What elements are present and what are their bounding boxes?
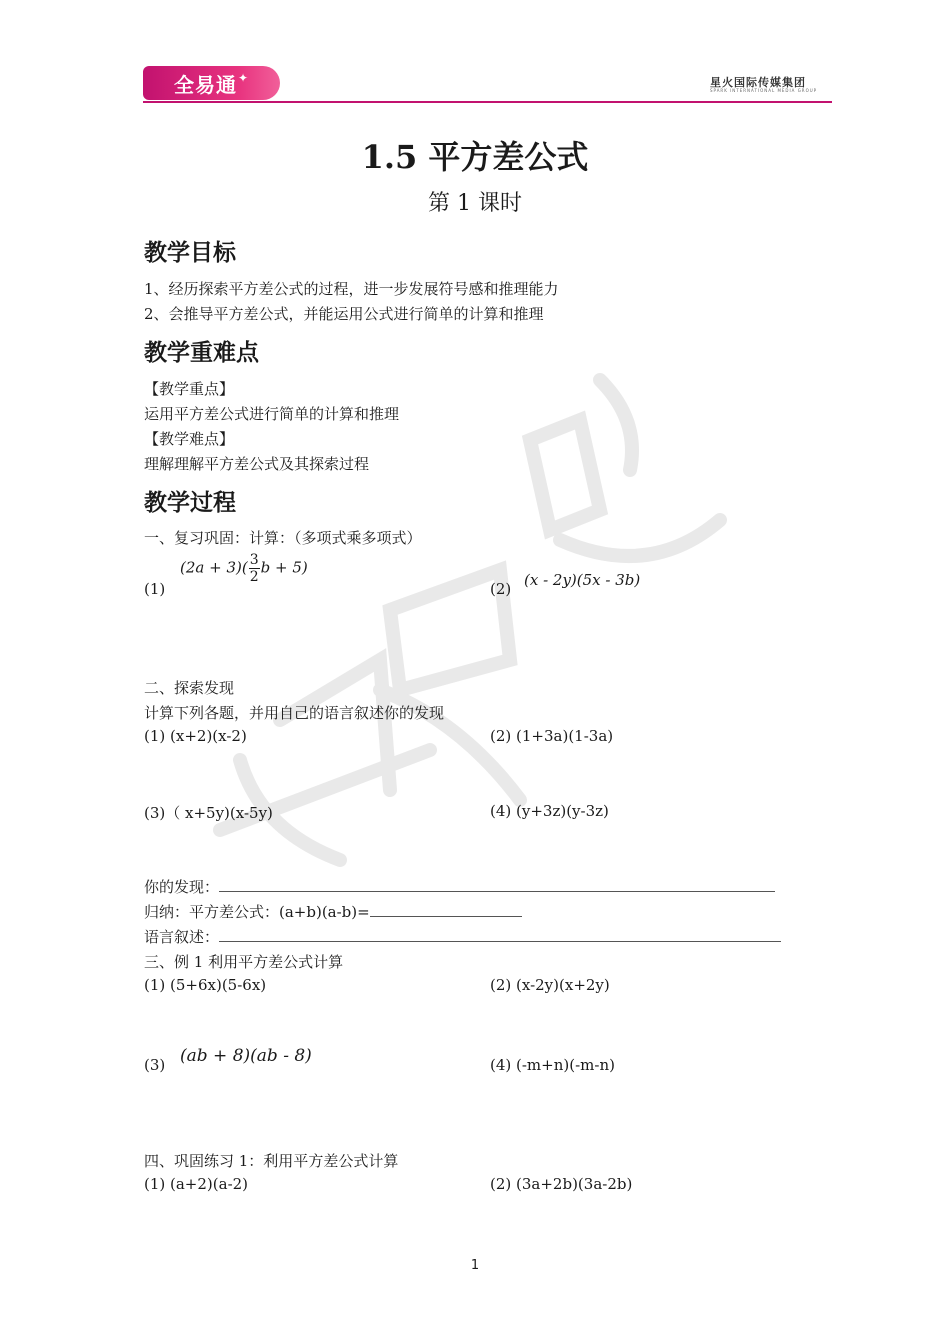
fraction-denominator: 2 [249,569,259,585]
goal-item: 2、会推导平方差公式，并能运用公式进行简单的计算和推理 [144,305,544,323]
publisher-subtitle: SPARK INTERNATIONAL MEDIA GROUP [710,88,818,93]
explore-item: (1) (x+2)(x-2) [144,727,247,745]
verbal-blank[interactable] [219,927,781,942]
practice-item: (2) (3a+2b)(3a-2b) [490,1175,633,1193]
goals-heading: 教学目标 [144,239,236,266]
formula-blank[interactable] [370,902,522,917]
example-title: 三、例 1 利用平方差公式计算 [144,953,344,971]
review-item-1-label: (1) [144,580,166,598]
page-subtitle: 第 1 课时 [428,191,522,216]
discovery-row [144,876,775,897]
expr-part: b + 5) [260,558,308,577]
review-title: 一、复习巩固：计算：（多项式乘多项式） [144,529,422,547]
focus-label: 【教学重点】 [144,380,235,398]
process-heading: 教学过程 [144,489,236,516]
example-item-3-expr: (ab + 8)(ab - 8) [180,1046,312,1066]
explore-item: (3)（ x+5y)(x-5y) [144,804,273,822]
explore-item: (2) (1+3a)(1-3a) [490,727,614,745]
brand-logo [143,66,280,100]
summary-row [144,901,522,922]
page-number: 1 [470,1258,480,1273]
watermark-logo [200,360,760,920]
header-divider [143,101,832,103]
fraction-numerator: 3 [249,552,259,568]
review-item-1-expr [180,552,308,585]
explore-title: 二、探索发现 [144,679,235,697]
fraction [249,552,260,585]
verbal-label: 语言叙述： [144,928,220,946]
goal-item: 1、经历探索平方差公式的过程，进一步发展符号感和推理能力 [144,280,559,298]
publisher-name: 星火国际传媒集团 [710,76,806,89]
example-item: (1) (5+6x)(5-6x) [144,976,267,994]
difficulty-label: 【教学难点】 [144,430,235,448]
example-item: (4) (-m+n)(-m-n) [490,1056,615,1074]
example-item: (2) (x-2y)(x+2y) [490,976,610,994]
logo-text: 全易通 [173,72,237,97]
expr-part: (2a + 3)( [180,558,248,577]
explore-item: (4) (y+3z)(y-3z) [490,802,609,820]
summary-label: 归纳：平方差公式：(a+b)(a-b)= [144,903,370,921]
page-title: 1.5 平方差公式 [361,138,589,176]
discovery-blank[interactable] [219,877,775,892]
sparkle-icon: ✦ [237,71,250,85]
explore-intro: 计算下列各题，并用自己的语言叙述你的发现 [144,704,445,722]
practice-title: 四、巩固练习 1：利用平方差公式计算 [144,1152,399,1170]
example-item-3-label: (3) [144,1056,166,1074]
verbal-row [144,926,781,947]
keypoints-heading: 教学重难点 [144,339,259,366]
difficulty-text: 理解理解平方差公式及其探索过程 [144,455,370,473]
discovery-label: 你的发现： [144,878,220,896]
practice-item: (1) (a+2)(a-2) [144,1175,249,1193]
review-item-2-label: (2) [490,580,512,598]
review-item-2-expr: (x - 2y)(5x - 3b) [524,571,641,589]
focus-text: 运用平方差公式进行简单的计算和推理 [144,405,400,423]
